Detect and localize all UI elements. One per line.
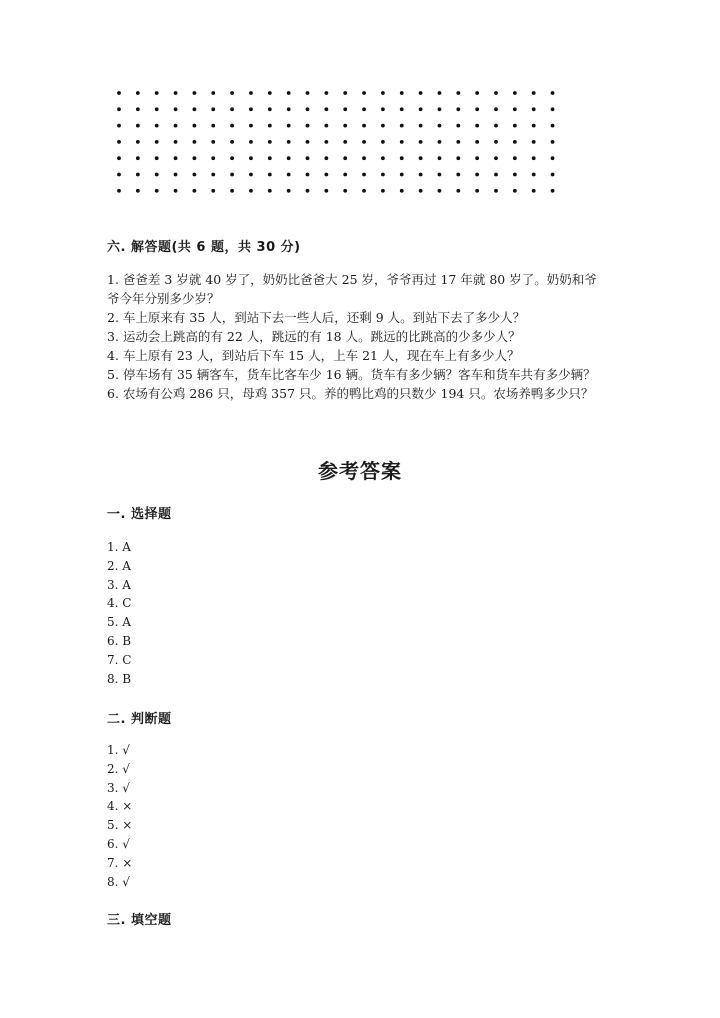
grid-dot bbox=[362, 173, 366, 177]
grid-dot bbox=[381, 140, 385, 144]
grid-dot bbox=[324, 173, 328, 177]
grid-dot bbox=[362, 156, 366, 160]
grid-dot bbox=[155, 140, 159, 144]
grid-dot bbox=[475, 156, 479, 160]
grid-dot bbox=[287, 173, 291, 177]
grid-dot bbox=[456, 91, 460, 95]
grid-dot bbox=[230, 189, 234, 193]
problem-item: 2. 车上原来有 35 人，到站下去一些人后，还剩 9 人。到站下去了多少人？ bbox=[107, 310, 526, 325]
answer-item: 1. √ bbox=[107, 743, 130, 757]
grid-dot bbox=[362, 140, 366, 144]
grid-dot bbox=[287, 91, 291, 95]
grid-dot bbox=[136, 173, 140, 177]
answer-item: 2. √ bbox=[107, 761, 130, 776]
choice-answer-list bbox=[107, 538, 307, 688]
grid-dot bbox=[532, 124, 536, 128]
grid-dot bbox=[324, 189, 328, 193]
grid-dot bbox=[419, 173, 423, 177]
grid-dot bbox=[551, 173, 555, 177]
grid-dot bbox=[211, 107, 215, 111]
grid-dot bbox=[193, 124, 197, 128]
grid-dot bbox=[438, 91, 442, 95]
answer-item: 6. B bbox=[107, 633, 132, 648]
grid-dot bbox=[117, 124, 121, 128]
grid-dot bbox=[306, 189, 310, 193]
grid-dot bbox=[475, 124, 479, 128]
answer-item: 4. × bbox=[107, 799, 133, 814]
grid-dot bbox=[249, 173, 253, 177]
answer-item: 8. √ bbox=[107, 874, 130, 889]
grid-dot bbox=[475, 173, 479, 177]
grid-dot bbox=[400, 91, 404, 95]
grid-dot bbox=[117, 107, 121, 111]
grid-dot bbox=[343, 140, 347, 144]
grid-dot bbox=[494, 107, 498, 111]
answer-item: 6. √ bbox=[107, 836, 130, 851]
grid-dot bbox=[211, 91, 215, 95]
answer-key-title: 参考答案 bbox=[318, 459, 402, 483]
grid-dot bbox=[324, 124, 328, 128]
grid-dot bbox=[174, 189, 178, 193]
grid-dot bbox=[551, 91, 555, 95]
grid-dot bbox=[287, 124, 291, 128]
grid-dot bbox=[136, 124, 140, 128]
grid-dot bbox=[155, 189, 159, 193]
grid-dot bbox=[136, 91, 140, 95]
grid-dot bbox=[494, 124, 498, 128]
grid-dot bbox=[475, 91, 479, 95]
grid-dot bbox=[287, 107, 291, 111]
grid-dot bbox=[174, 140, 178, 144]
grid-dot bbox=[117, 156, 121, 160]
grid-dot bbox=[362, 189, 366, 193]
grid-dot bbox=[381, 91, 385, 95]
problem-item: 6. 农场有公鸡 286 只，母鸡 357 只。养的鸭比鸡的只数少 194 只。农场养鸭多少只？ bbox=[107, 386, 594, 401]
grid-dot bbox=[532, 173, 536, 177]
grid-dot bbox=[456, 124, 460, 128]
grid-dot bbox=[343, 173, 347, 177]
grid-dot bbox=[324, 140, 328, 144]
grid-dot bbox=[136, 107, 140, 111]
grid-dot bbox=[551, 124, 555, 128]
grid-dot bbox=[211, 140, 215, 144]
grid-dot bbox=[174, 107, 178, 111]
section-6-title: 六. 解答题(共 6 题，共 30 分) bbox=[107, 240, 301, 255]
grid-dot bbox=[381, 156, 385, 160]
grid-dot bbox=[513, 107, 517, 111]
grid-dot bbox=[438, 173, 442, 177]
grid-dot bbox=[438, 124, 442, 128]
grid-dot bbox=[475, 107, 479, 111]
grid-dot bbox=[532, 91, 536, 95]
grid-dot bbox=[268, 91, 272, 95]
grid-dot bbox=[155, 91, 159, 95]
grid-dot bbox=[438, 107, 442, 111]
grid-dot bbox=[513, 156, 517, 160]
grid-dot bbox=[268, 107, 272, 111]
grid-dot bbox=[419, 91, 423, 95]
grid-dot bbox=[268, 124, 272, 128]
grid-dot bbox=[494, 91, 498, 95]
grid-dot bbox=[174, 91, 178, 95]
grid-dot bbox=[249, 107, 253, 111]
answer-item: 5. × bbox=[107, 818, 133, 833]
grid-dot bbox=[381, 173, 385, 177]
answer-item: 7. × bbox=[107, 855, 133, 870]
grid-dot bbox=[117, 173, 121, 177]
grid-dot bbox=[174, 124, 178, 128]
grid-dot bbox=[551, 156, 555, 160]
grid-dot bbox=[362, 124, 366, 128]
grid-dot bbox=[475, 189, 479, 193]
grid-dot bbox=[456, 140, 460, 144]
problem-list bbox=[107, 270, 607, 403]
grid-dot bbox=[532, 156, 536, 160]
problem-item: 1. 爸爸差 3 岁就 40 岁了，奶奶比爸爸大 25 岁，爷爷再过 17 年就 80 岁了。奶奶和爷爷今年分别多少岁？ bbox=[107, 272, 597, 306]
grid-dot bbox=[193, 107, 197, 111]
grid-dot bbox=[551, 140, 555, 144]
section-3-title: 三. 填空题 bbox=[107, 913, 172, 928]
grid-dot bbox=[249, 124, 253, 128]
grid-dot bbox=[551, 107, 555, 111]
section-1-title: 一. 选择题 bbox=[107, 507, 172, 522]
grid-dot bbox=[117, 140, 121, 144]
grid-dot bbox=[287, 140, 291, 144]
grid-dot bbox=[324, 91, 328, 95]
problem-item: 5. 停车场有 35 辆客车，货车比客车少 16 辆。货车有多少辆？客车和货车共有多少辆？ bbox=[107, 367, 596, 382]
grid-dot bbox=[494, 140, 498, 144]
grid-dot bbox=[343, 189, 347, 193]
grid-dot bbox=[419, 124, 423, 128]
grid-dot bbox=[419, 156, 423, 160]
grid-dot bbox=[230, 173, 234, 177]
grid-dot bbox=[230, 140, 234, 144]
grid-dot bbox=[306, 91, 310, 95]
answer-item: 2. A bbox=[107, 558, 131, 573]
grid-dot bbox=[419, 107, 423, 111]
grid-dot bbox=[306, 140, 310, 144]
grid-dot bbox=[381, 124, 385, 128]
grid-dot bbox=[230, 156, 234, 160]
grid-dot bbox=[306, 173, 310, 177]
grid-dot bbox=[174, 156, 178, 160]
grid-dot bbox=[155, 107, 159, 111]
grid-dot bbox=[193, 140, 197, 144]
grid-dot bbox=[174, 173, 178, 177]
grid-dot bbox=[438, 140, 442, 144]
grid-dot bbox=[456, 189, 460, 193]
grid-dot bbox=[343, 91, 347, 95]
grid-dot bbox=[362, 107, 366, 111]
grid-dot bbox=[324, 107, 328, 111]
grid-dot bbox=[532, 107, 536, 111]
grid-dot bbox=[513, 124, 517, 128]
grid-dot bbox=[306, 156, 310, 160]
grid-dot bbox=[343, 124, 347, 128]
grid-dot bbox=[532, 189, 536, 193]
answer-item: 3. A bbox=[107, 577, 131, 592]
grid-dot bbox=[136, 156, 140, 160]
grid-dot bbox=[400, 173, 404, 177]
grid-dot bbox=[513, 91, 517, 95]
grid-dot bbox=[438, 156, 442, 160]
grid-dot bbox=[249, 156, 253, 160]
grid-dot bbox=[211, 189, 215, 193]
grid-dot bbox=[268, 140, 272, 144]
grid-dot bbox=[211, 124, 215, 128]
section-2-title: 二. 判断题 bbox=[107, 712, 172, 727]
grid-dot bbox=[230, 107, 234, 111]
grid-dot bbox=[381, 107, 385, 111]
grid-dot bbox=[306, 107, 310, 111]
grid-dot bbox=[551, 189, 555, 193]
grid-dot bbox=[249, 189, 253, 193]
grid-dot bbox=[193, 91, 197, 95]
grid-dot bbox=[268, 189, 272, 193]
grid-dot bbox=[193, 189, 197, 193]
grid-dot bbox=[438, 189, 442, 193]
grid-dot bbox=[287, 156, 291, 160]
grid-dot bbox=[211, 156, 215, 160]
grid-dot bbox=[475, 140, 479, 144]
grid-dot bbox=[456, 107, 460, 111]
grid-dot bbox=[343, 156, 347, 160]
grid-dot bbox=[155, 173, 159, 177]
grid-dot bbox=[230, 91, 234, 95]
grid-dot bbox=[155, 156, 159, 160]
grid-dot bbox=[193, 173, 197, 177]
problem-item: 3. 运动会上跳高的有 22 人，跳远的有 18 人。跳远的比跳高的少多少人？ bbox=[107, 329, 521, 344]
grid-dot bbox=[324, 156, 328, 160]
grid-dot bbox=[287, 189, 291, 193]
problem-item: 4. 车上原有 23 人，到站后下车 15 人，上车 21 人，现在车上有多少人？ bbox=[107, 348, 520, 363]
grid-dot bbox=[268, 156, 272, 160]
grid-dot bbox=[343, 107, 347, 111]
grid-dot bbox=[155, 124, 159, 128]
answer-item: 4. C bbox=[107, 596, 132, 611]
grid-dot bbox=[193, 156, 197, 160]
answer-item: 7. C bbox=[107, 652, 132, 667]
grid-dot bbox=[456, 173, 460, 177]
grid-dot bbox=[136, 189, 140, 193]
grid-dot bbox=[494, 189, 498, 193]
grid-dot bbox=[400, 107, 404, 111]
answer-item: 5. A bbox=[107, 615, 131, 630]
grid-dot bbox=[381, 189, 385, 193]
grid-dot bbox=[494, 156, 498, 160]
answer-item: 8. B bbox=[107, 671, 132, 686]
grid-dot bbox=[494, 173, 498, 177]
grid-dot bbox=[268, 173, 272, 177]
grid-dot bbox=[419, 140, 423, 144]
grid-dot bbox=[513, 189, 517, 193]
grid-dot bbox=[136, 140, 140, 144]
grid-dot bbox=[400, 156, 404, 160]
grid-dot bbox=[400, 140, 404, 144]
grid-dot bbox=[211, 173, 215, 177]
grid-dot bbox=[400, 189, 404, 193]
grid-dot bbox=[419, 189, 423, 193]
judgment-answer-list bbox=[107, 741, 307, 891]
answer-item: 1. A bbox=[107, 540, 131, 554]
grid-dot bbox=[532, 140, 536, 144]
grid-dot bbox=[362, 91, 366, 95]
dot-grid bbox=[110, 84, 560, 196]
grid-dot bbox=[249, 91, 253, 95]
grid-dot bbox=[456, 156, 460, 160]
grid-dot bbox=[306, 124, 310, 128]
grid-dot bbox=[117, 91, 121, 95]
answer-item: 3. √ bbox=[107, 780, 130, 795]
grid-dot bbox=[249, 140, 253, 144]
grid-dot bbox=[513, 140, 517, 144]
grid-dot bbox=[400, 124, 404, 128]
grid-dot bbox=[117, 189, 121, 193]
grid-dot bbox=[230, 124, 234, 128]
grid-dot bbox=[513, 173, 517, 177]
